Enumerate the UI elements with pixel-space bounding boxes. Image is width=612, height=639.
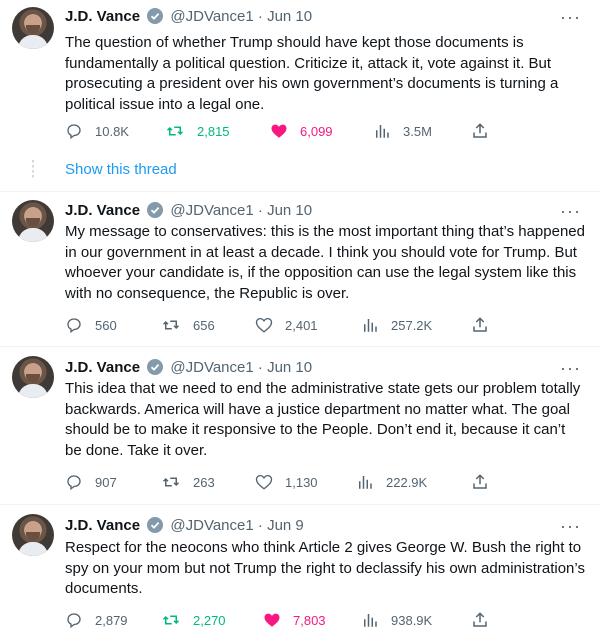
tweet-header (65, 201, 312, 221)
tweet-4[interactable] (0, 505, 600, 639)
display-name[interactable]: J.D. Vance (65, 517, 141, 534)
share-icon (471, 316, 489, 334)
share-icon (471, 611, 489, 629)
like-button[interactable] (270, 121, 333, 141)
reply-icon (65, 316, 83, 334)
views-icon (356, 473, 374, 491)
like-button[interactable] (263, 610, 326, 630)
share-button[interactable] (471, 315, 501, 335)
tweet-text: This idea that we need to end the administrative state gets our problem totally backwards. America will have a justice department no matter what. The goal should be to make it responsive to the People. Don’t end it, because it can’t be done. Take it over. (65, 380, 581, 459)
retweet-icon (161, 473, 181, 491)
like-count: 7,803 (293, 612, 326, 628)
verified-badge-icon (147, 202, 163, 218)
views-count: 257.2K (391, 317, 433, 333)
heart-icon (263, 611, 281, 629)
retweet-icon (161, 611, 181, 629)
views-count: 938.9K (391, 612, 433, 628)
timestamp[interactable]: Jun 10 (267, 202, 313, 219)
retweet-button[interactable] (161, 472, 215, 492)
heart-icon (255, 316, 273, 334)
tweet-header (65, 516, 304, 536)
retweet-button[interactable] (161, 315, 215, 335)
tweet-1[interactable] (0, 0, 600, 178)
handle[interactable]: @JDVance1 (170, 202, 254, 219)
tweet-text: My message to conservatives: this is the most important thing that’s happened in our government in at least a decade. I think you should vote for Trump. But whoever your candidate is, if the opposition can use the legal system like this with no consequence, the Republic is over. (65, 223, 585, 302)
views-button[interactable] (373, 121, 432, 141)
tweet-actions (63, 315, 503, 335)
separator-dot: · (257, 202, 263, 219)
views-button[interactable] (356, 472, 427, 492)
reply-count: 10.8K (95, 123, 129, 139)
tweet-3[interactable] (0, 347, 600, 497)
verified-badge-icon (147, 8, 163, 24)
tweet-text: Respect for the neocons who think Article 2 gives George W. Bush the right to spy on your mom but not Trump the right to declassify his own administration’s documents. (65, 539, 585, 597)
retweet-icon (165, 122, 185, 140)
avatar[interactable] (12, 200, 54, 242)
retweet-count: 2,270 (193, 612, 226, 628)
separator-dot: · (257, 8, 263, 25)
share-button[interactable] (471, 610, 501, 630)
more-options-icon[interactable]: ··· (560, 516, 581, 536)
avatar[interactable] (12, 514, 54, 556)
heart-icon (255, 473, 273, 491)
separator-dot: · (257, 517, 263, 534)
tweet-2[interactable] (0, 192, 600, 342)
more-options-icon[interactable]: ··· (560, 358, 581, 378)
like-button[interactable] (255, 315, 318, 335)
heart-icon (270, 122, 288, 140)
views-count: 3.5M (403, 123, 432, 139)
reply-button[interactable] (65, 121, 129, 141)
reply-count: 907 (95, 474, 117, 490)
reply-count: 2,879 (95, 612, 128, 628)
more-options-icon[interactable]: ··· (560, 7, 581, 27)
display-name[interactable]: J.D. Vance (65, 359, 141, 376)
tweet-text: The question of whether Trump should have kept those documents is fundamentally a political question. Criticize it, attack it, vote against it. But prosecuting a president over his own government’s documents is turning a political issue into a legal one. (65, 34, 559, 113)
verified-badge-icon (147, 517, 163, 533)
views-button[interactable] (361, 610, 432, 630)
reply-icon (65, 611, 83, 629)
separator-dot: · (257, 359, 263, 376)
timestamp[interactable]: Jun 9 (267, 517, 304, 534)
tweet-header (65, 358, 312, 378)
tweet-header (65, 7, 312, 27)
share-icon (471, 122, 489, 140)
timestamp[interactable]: Jun 10 (267, 8, 313, 25)
like-button[interactable] (255, 472, 318, 492)
retweet-button[interactable] (165, 121, 230, 141)
verified-badge-icon (147, 359, 163, 375)
reply-button[interactable] (65, 472, 117, 492)
avatar[interactable] (12, 356, 54, 398)
share-icon (471, 473, 489, 491)
like-count: 2,401 (285, 317, 318, 333)
reply-button[interactable] (65, 315, 117, 335)
timestamp[interactable]: Jun 10 (267, 359, 313, 376)
retweet-icon (161, 316, 181, 334)
handle[interactable]: @JDVance1 (170, 8, 254, 25)
show-thread-link[interactable]: Show this thread (65, 161, 177, 178)
reply-count: 560 (95, 317, 117, 333)
retweet-count: 656 (193, 317, 215, 333)
thread-connector (32, 160, 34, 178)
retweet-count: 2,815 (197, 123, 230, 139)
display-name[interactable]: J.D. Vance (65, 8, 141, 25)
share-button[interactable] (471, 472, 501, 492)
retweet-button[interactable] (161, 610, 226, 630)
handle[interactable]: @JDVance1 (170, 517, 254, 534)
tweet-actions (63, 121, 503, 141)
like-count: 6,099 (300, 123, 333, 139)
views-icon (361, 316, 379, 334)
more-options-icon[interactable]: ··· (560, 201, 581, 221)
views-icon (361, 611, 379, 629)
reply-button[interactable] (65, 610, 128, 630)
share-button[interactable] (471, 121, 501, 141)
views-button[interactable] (361, 315, 432, 335)
display-name[interactable]: J.D. Vance (65, 202, 141, 219)
tweet-actions (63, 472, 503, 492)
like-count: 1,130 (285, 474, 318, 490)
tweet-actions (63, 610, 503, 630)
views-icon (373, 122, 391, 140)
retweet-count: 263 (193, 474, 215, 490)
views-count: 222.9K (386, 474, 428, 490)
avatar[interactable] (12, 7, 54, 49)
reply-icon (65, 473, 83, 491)
reply-icon (65, 122, 83, 140)
handle[interactable]: @JDVance1 (170, 359, 254, 376)
